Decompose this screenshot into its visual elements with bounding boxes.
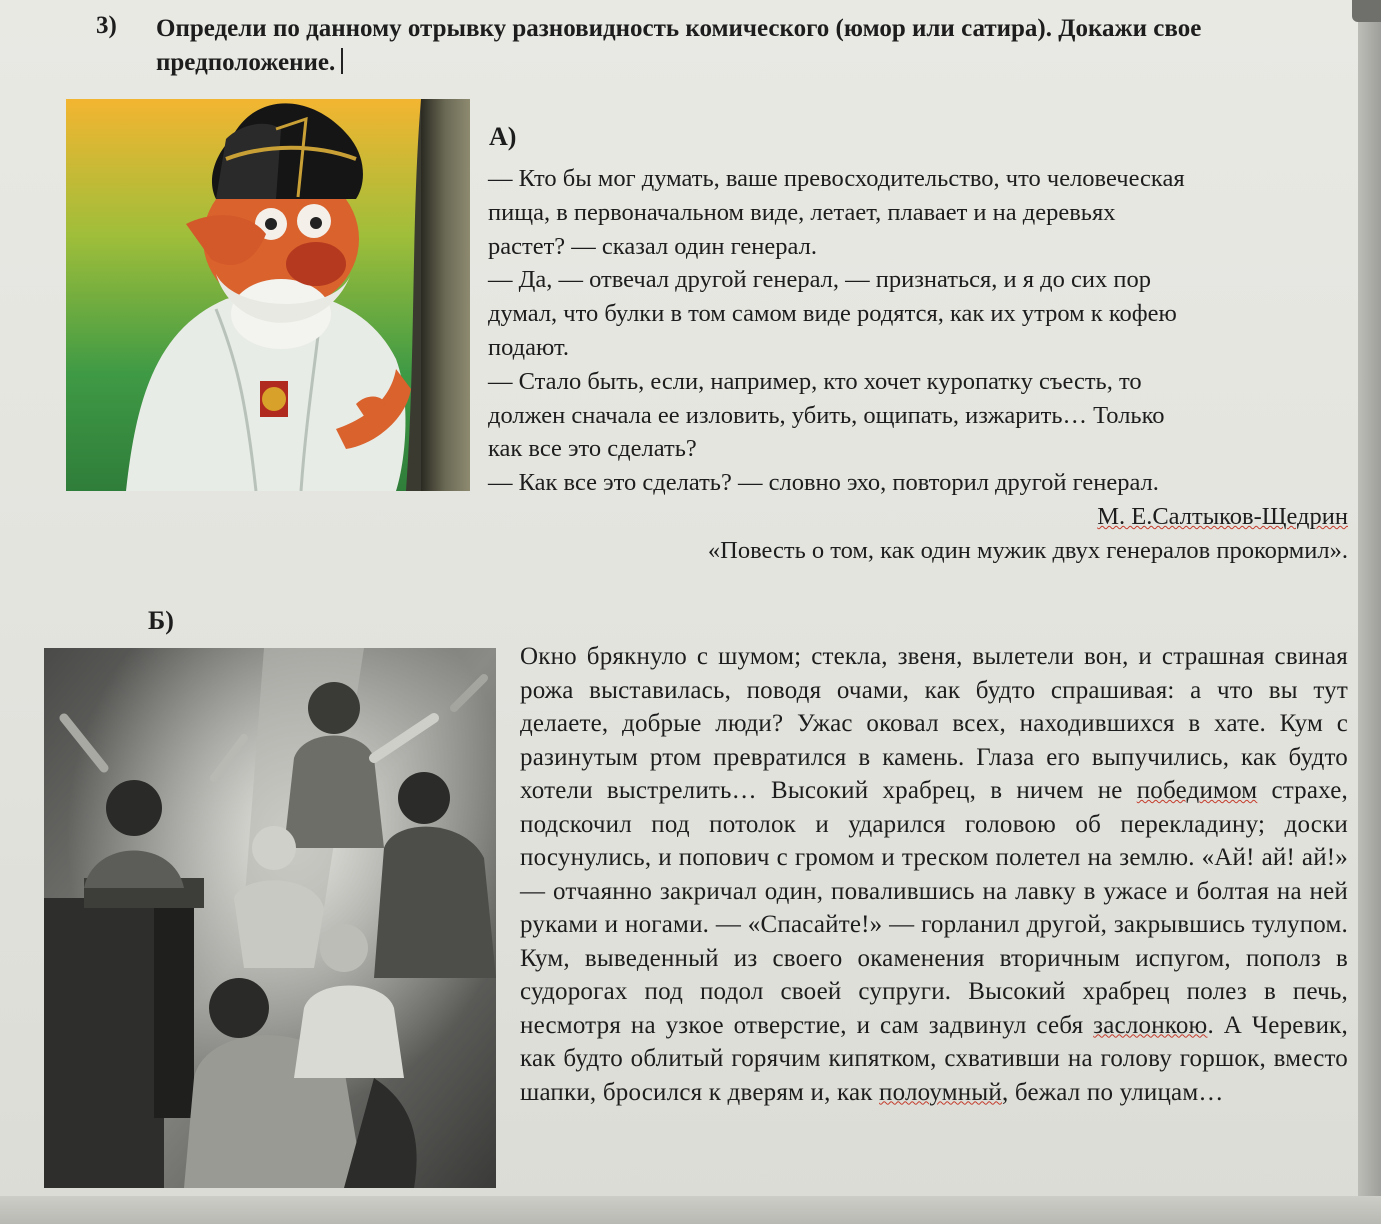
- general-cartoon-illustration: [66, 99, 470, 491]
- author-name: М. Е.Салтыков-Щедрин: [1097, 502, 1348, 530]
- task-heading-text: Определи по данному отрывку разновидность комического (юмор или сатира). Докажи свое предположение.: [156, 15, 1202, 76]
- excerpt-line: должен сначала ее изловить, убить, ощипать, изжарить… Только: [488, 401, 1165, 429]
- screen-bottom-edge: [0, 1196, 1381, 1224]
- author-attribution: [488, 500, 1348, 534]
- part-b-excerpt: [520, 640, 1348, 1109]
- excerpt-text: страхе, подскочил под потолок и ударился головою об перекладину; доски посунулись, и попович с громом и треском полетел на землю. «Ай! ай! ай!» — отчаянно закричал один, повалившись на лавку в ужасе и болтая на ней руками и ногами. — «Спасайте!» — горланил другой, закрывшись тулупом. Кум, выведенный из своего окаменения вторичным испугом, пополз в судорогах под подол своей супруги. Высокий храбрец полез в печь, несмотря на узкое отверстие, и сам задвинул себя: [520, 777, 1348, 1039]
- part-a-excerpt: [488, 162, 1348, 568]
- panic-scene-illustration: [44, 648, 496, 1188]
- spellcheck-word: победимом: [1136, 777, 1258, 804]
- text-cursor: [341, 48, 343, 74]
- excerpt-line: — Да, — отвечал другой генерал, — признаться, и я до сих пор: [488, 266, 1151, 294]
- window-corner: [1352, 0, 1381, 22]
- spellcheck-word: заслонкою: [1093, 1011, 1208, 1039]
- excerpt-text: Окно брякнуло с шумом; стекла, звеня, вылетели вон, и страшная свиная рожа выставилась, поводя очами, как будто спрашивая: а что вы тут делаете, добрые люди? Ужас оковал всех, находившихся в хате. Кум с разинутым ртом превратился в камень. Глаза его выпучились, как будто хотели выстрелить… Высокий храбрец, в ничем не: [520, 643, 1348, 804]
- task-number: 3): [96, 12, 117, 39]
- excerpt-text: . А Черевик, как будто облитый горячим кипятком, схвативши на голову горшок, вместо шапки, бросился к дверям и, как: [520, 1011, 1348, 1106]
- excerpt-line: как все это сделать?: [488, 435, 697, 463]
- excerpt-line: подают.: [488, 333, 569, 361]
- work-title: «Повесть о том, как один мужик двух генералов прокормил».: [707, 536, 1348, 564]
- part-b-label: Б): [148, 606, 174, 635]
- excerpt-line: пища, в первоначальном виде, летает, плавает и на деревьях: [488, 198, 1116, 226]
- excerpt-line: думал, что булки в том самом виде родятся, как их утром к кофею: [488, 300, 1177, 328]
- part-a-label: А): [489, 122, 517, 151]
- excerpt-line: растет? — сказал один генерал.: [488, 232, 817, 260]
- excerpt-line: — Как все это сделать? — словно эхо, повторил другой генерал.: [488, 469, 1159, 497]
- excerpt-line: — Кто бы мог думать, ваше превосходительство, что человеческая: [488, 165, 1185, 192]
- screen-edge: [1358, 0, 1381, 1224]
- spellcheck-word: полоумный: [879, 1078, 1002, 1106]
- task-heading[interactable]: [156, 12, 1306, 80]
- excerpt-text: , бежал по улицам…: [1001, 1078, 1224, 1106]
- excerpt-line: — Стало быть, если, например, кто хочет куропатку съесть, то: [488, 367, 1142, 395]
